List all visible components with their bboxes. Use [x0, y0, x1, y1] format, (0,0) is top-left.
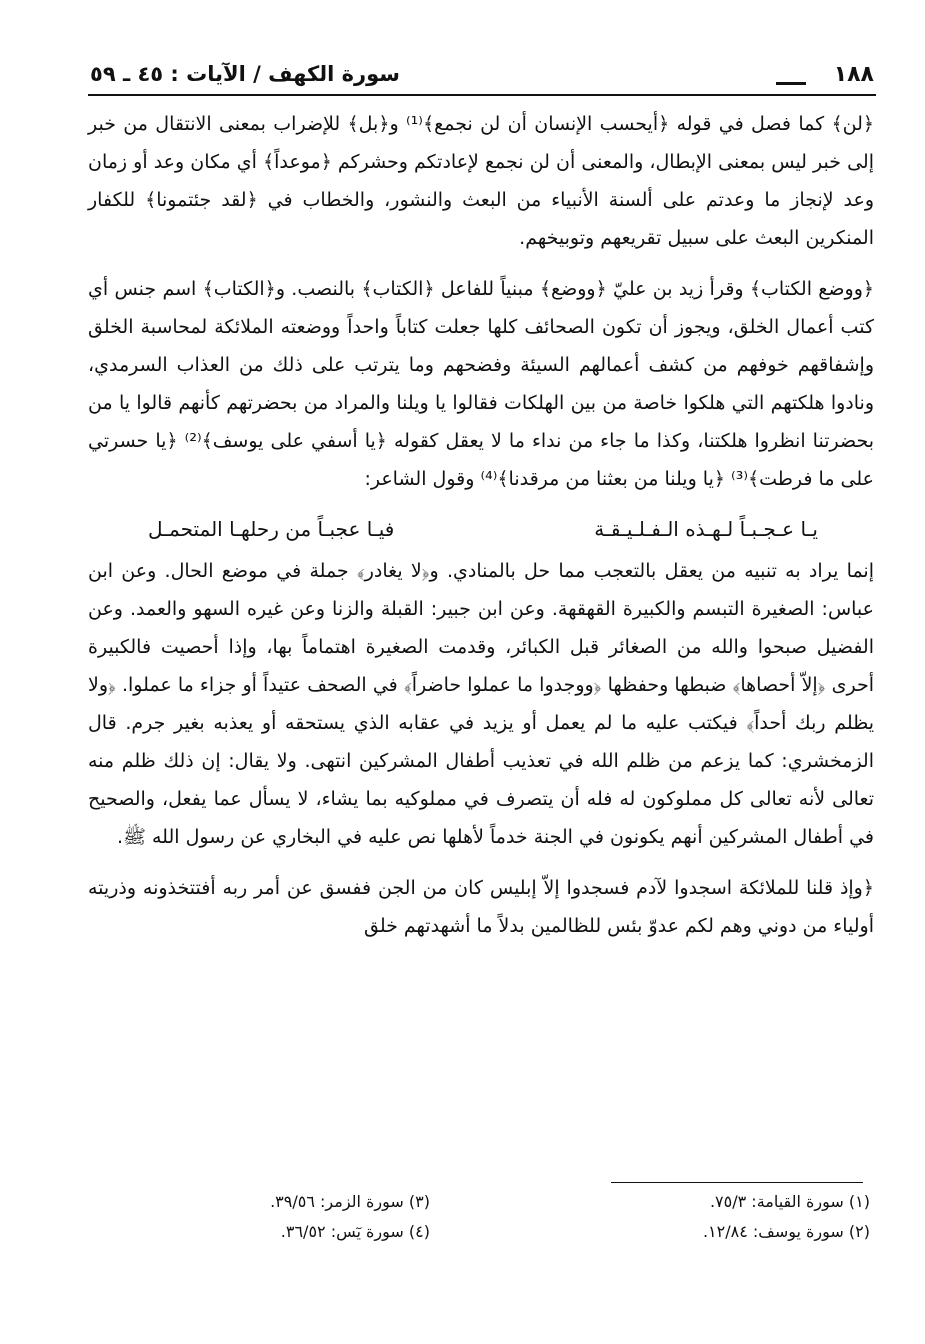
footnote-2: (٢) سورة يوسف: ١٢/٨٤.: [702, 1222, 870, 1241]
body-text: [88, 105, 874, 945]
footnote-separator: [611, 1182, 863, 1183]
footnote-1: (١) سورة القيامة: ٧٥/٣.: [709, 1192, 870, 1211]
verse-first-hemistich: يـا عـجـبـاً لـهـذه الـفـلـيـقـة: [594, 517, 818, 541]
header-dash: [776, 82, 806, 85]
paragraph-4: ﴿وإذ قلنا للملائكة اسجدوا لآدم فسجدوا إلاّ إبليس كان من الجن ففسق عن أمر ربه أفتتخذونه وذريته أولياء من دوني وهم لكم عدوّ بئس للظالمين بدلاً ما أشهدتهم خلق: [88, 877, 874, 937]
running-header: [88, 60, 876, 96]
paragraph-1: ﴿لن﴾ كما فصل في قوله ﴿أيحسب الإنسان أن لن نجمع﴾⁽¹⁾ و﴿بل﴾ للإضراب بمعنى الانتقال من خبر إلى خبر ليس بمعنى الإبطال، والمعنى أن لن نجمع لإعادتكم وحشركم ﴿موعداً﴾ أي مكان وعد أو زمان وعد لإنجاز ما وعدتم على ألسنة الأنبياء من البعث والنشور، والخطاب في ﴿لقد جئتمونا﴾ للكفار المنكرين البعث على سبيل تقريعهم وتوبيخهم.: [88, 113, 874, 249]
paragraph-3: إنما يراد به تنبيه من يعقل بالتعجب مما حل بالمنادي. و﴿لا يغادر﴾ جملة في موضع الحال. وعن ابن عباس: الصغيرة التبسم والكبيرة القهقهة. وعن ابن جبير: القبلة والزنا وعن غيره السهو والعمد. وعن الفضيل صبحوا والله من الصغائر قبل الكبائر، وقدمت الصغيرة اهتماماً بها، وإذا أحصيت فالكبيرة أحرى ﴿إلاّ أحصاها﴾ ضبطها وحفظها ﴿ووجدوا ما عملوا حاضراً﴾ في الصحف عتيداً أو جزاء ما عملوا. ﴿ولا يظلم ربك أحداً﴾ فيكتب عليه ما لم يعمل أو يزيد في عقابه الذي يستحقه أو يعذبه بغير جرم. قال الزمخشري: كما يزعم من ظلم الله في تعذيب أطفال المشركين انتهى. ولا يقال: إن ذلك ظلم منه تعالى لأنه تعالى كل مملوكون له فله أن يتصرف في مملوكيه بما يشاء، لا يسأل عما يفعل، والصحيح في أطفال المشركين أنهم يكونون في الجنة خدماً لأهلها نص عليه في البخاري عن رسول الله ﷺ.: [88, 560, 874, 848]
running-title: سورة الكهف / الآيات : ٤٥ ـ ٥٩: [90, 62, 400, 86]
paragraph-2: ﴿ووضع الكتاب﴾ وقرأ زيد بن عليّ ﴿ووضع﴾ مبنياً للفاعل ﴿الكتاب﴾ بالنصب. و﴿الكتاب﴾ اسم جنس أي كتب أعمال الخلق، ويجوز أن تكون الصحائف كلها جعلت كتاباً واحداً ووضعته الملائكة لمحاسبة الخلق وإشفاقهم خوفهم من كشف أعمالهم السيئة وفضحهم وما يترتب على ذلك من العذاب السرمدي، ونادوا هلكتهم التي هلكوا خاصة من بين الهلكات فقالوا يا ويلنا والمراد من بحضرتهم كأنهم قالوا يا من بحضرتنا انظروا هلكتنا، وكذا ما جاء من نداء ما لا يعقل كقوله ﴿يا أسفي على يوسف﴾⁽²⁾ ﴿يا حسرتي على ما فرطت﴾⁽³⁾ ﴿يا ويلنا من بعثنا من مرقدنا﴾⁽⁴⁾ وقول الشاعر:: [88, 278, 875, 490]
footnote-3: (٣) سورة الزمر: ٣٩/٥٦.: [270, 1192, 430, 1211]
verse-second-hemistich: فيـا عجبـاً من رحلهـا المتحمـل: [148, 517, 395, 541]
poetry-verse: [88, 504, 874, 546]
footnotes: [120, 1188, 870, 1254]
page-number: ١٨٨: [833, 62, 874, 87]
footnote-4: (٤) سورة يٓس: ٣٦/٥٢.: [280, 1222, 430, 1241]
